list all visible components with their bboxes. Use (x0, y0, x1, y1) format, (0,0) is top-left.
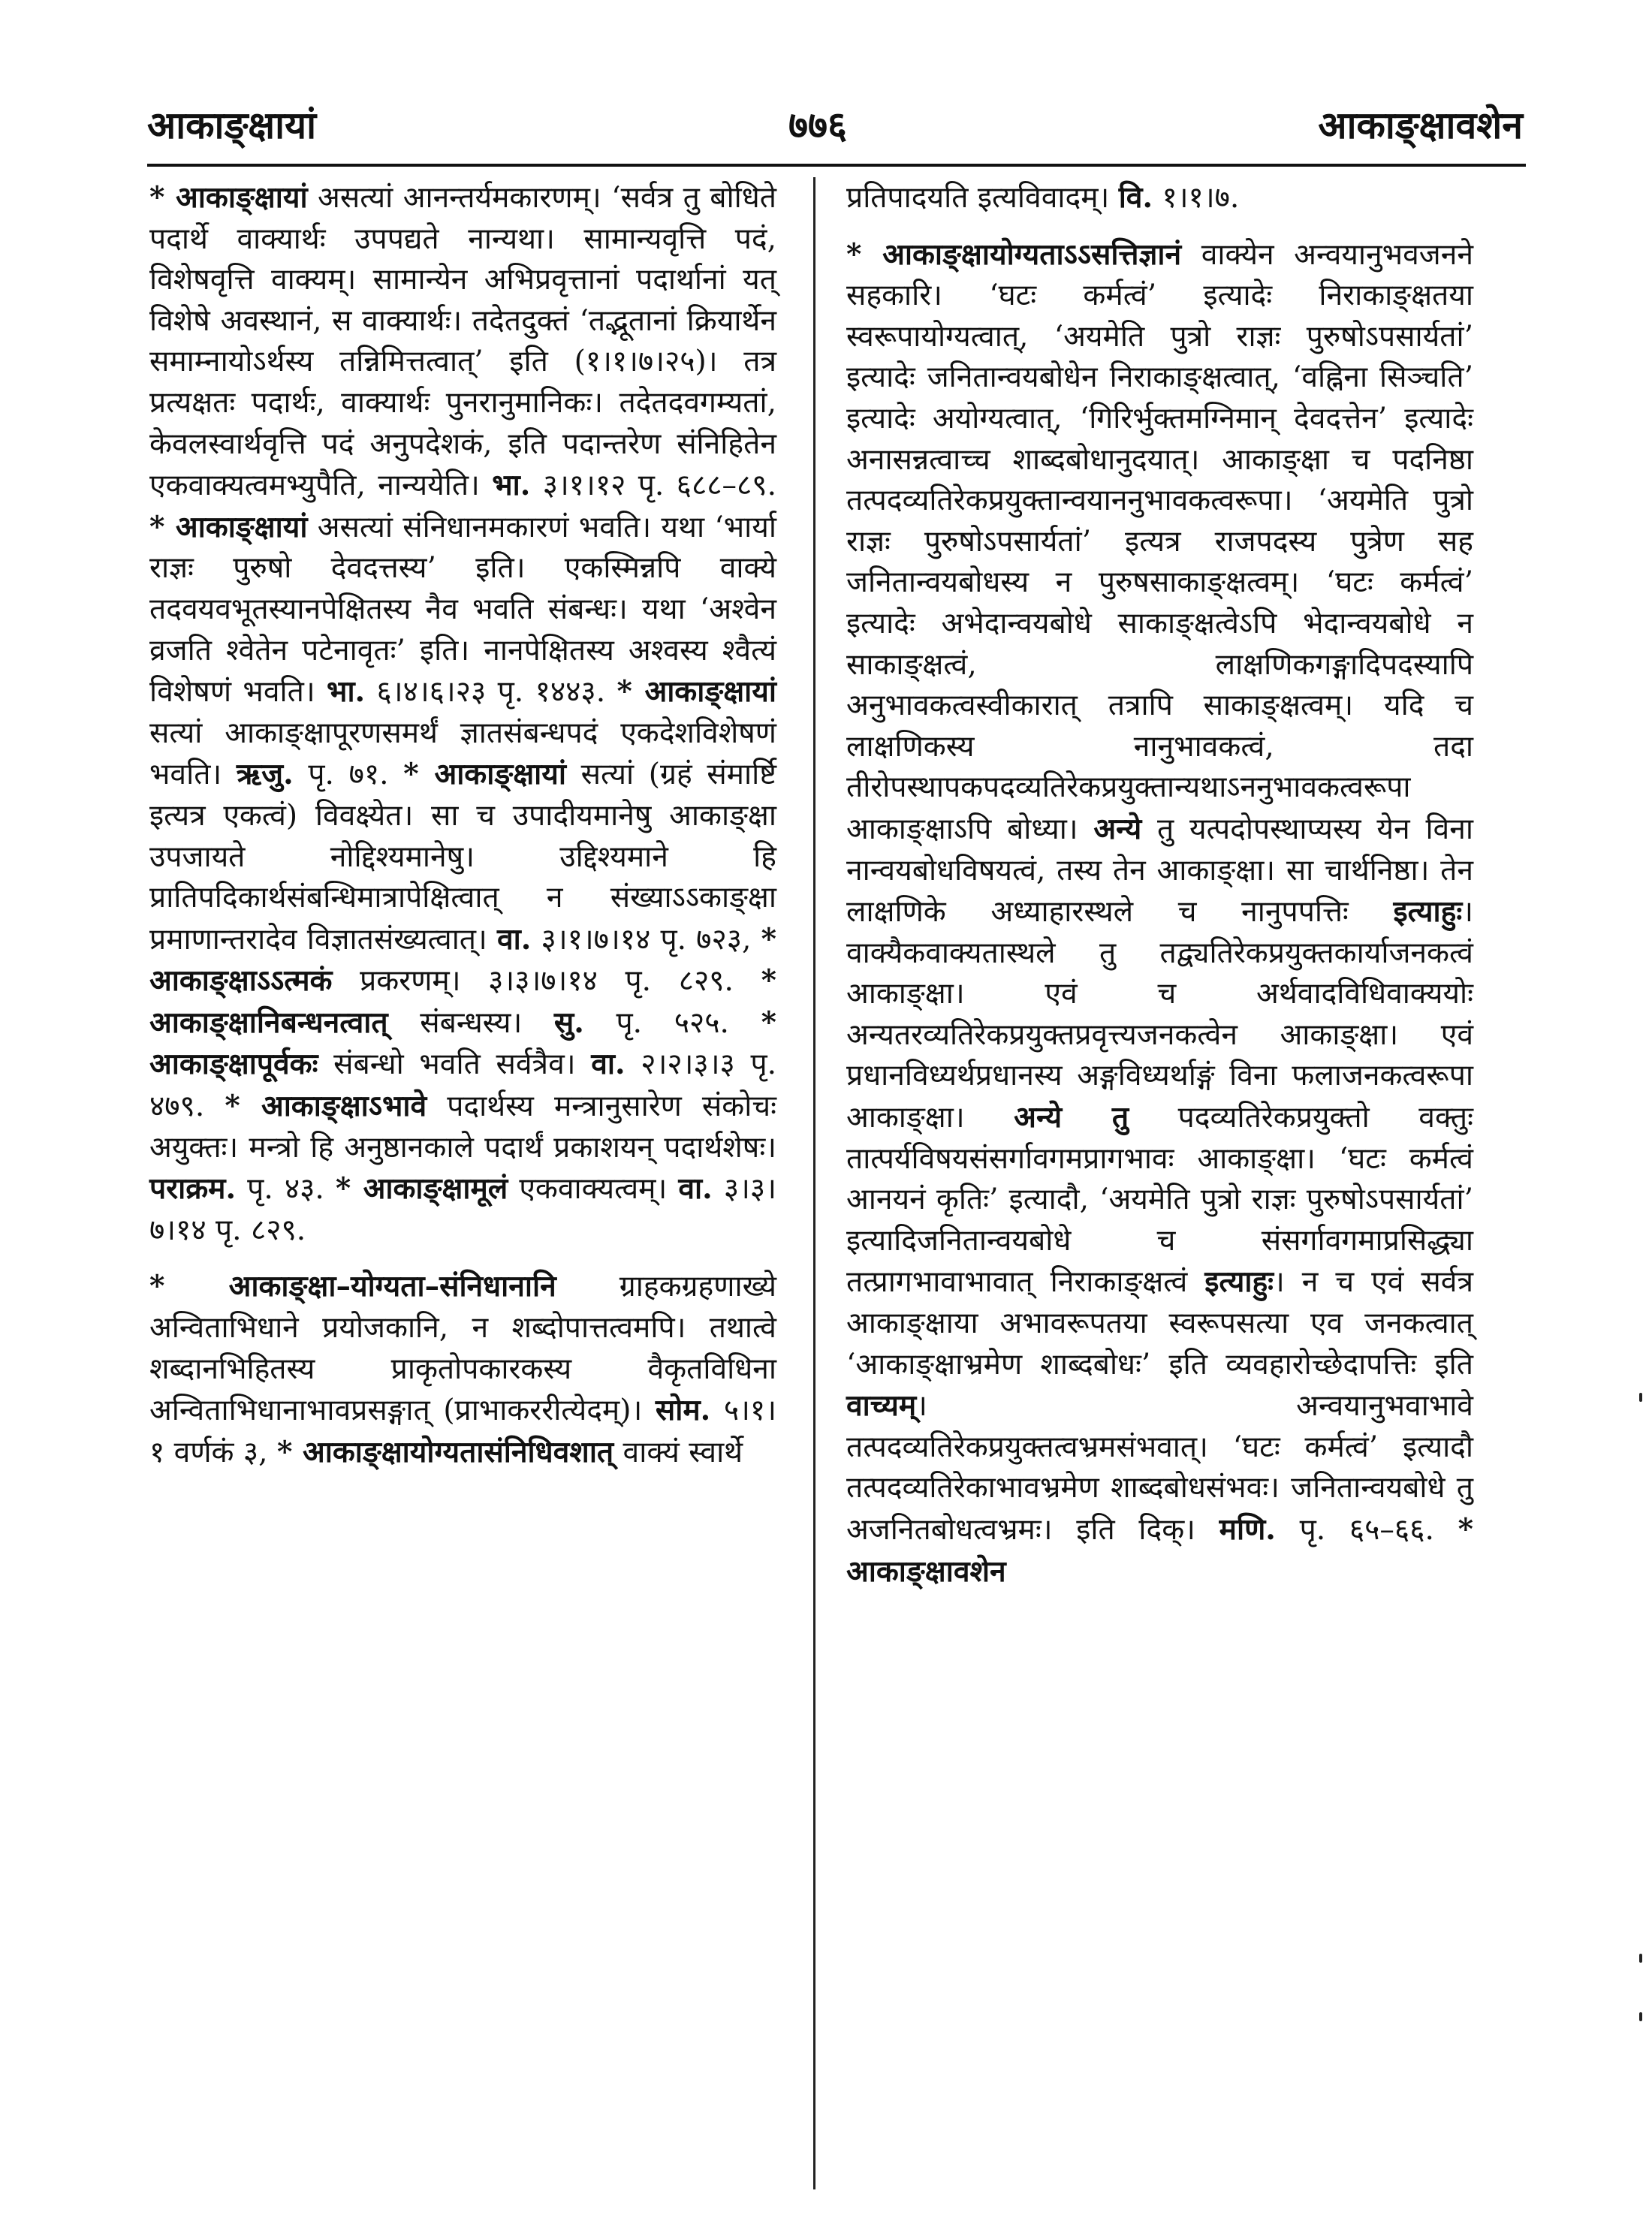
entry-star-marker: * (761, 963, 776, 999)
bold-term: आकाङ्क्षाऽभावे (261, 1089, 427, 1124)
text-run: ३।३।७।१४ पृ. ८२९. (149, 1172, 776, 1247)
text-run: प्रकरणम्। ३।३।७।१४ पृ. ८२९. (332, 964, 761, 999)
entry-star-marker: * (225, 1089, 261, 1124)
bold-term: आकाङ्क्षाऽऽत्मकं (149, 963, 333, 999)
text-run: प्रतिपादयति इत्यविवादम्। (846, 181, 1119, 215)
bold-term: अन्ये (1093, 811, 1142, 846)
bold-term: आकाङ्क्षायां (175, 509, 308, 544)
header-left-guide-word: आकाङ्क्षायां (147, 103, 317, 147)
right-column-paragraph (846, 234, 1473, 1593)
bold-term: पराक्रम. (149, 1171, 237, 1207)
bold-term: वा. (591, 1047, 626, 1082)
bold-term: आकाङ्क्षायोग्यताऽऽसत्तिज्ञानं (882, 237, 1182, 272)
bold-term: आकाङ्क्षापूर्वकः (149, 1047, 318, 1082)
bold-term: आकाङ्क्षायोग्यतासंनिधिवशात् (302, 1434, 614, 1469)
entry-star-marker: * (761, 1005, 776, 1040)
bold-term: इत्याहुः (1393, 894, 1463, 930)
text-run: । अन्वयानुभवाभावे तत्पदव्यतिरेकप्रयुक्तत्वभ्रमसंभवात्। ‘घटः कर्मत्वं’ इत्यादौ तत्पदव्यतिरेकाभावभ्रमेण शाब्दबोधसंभवः। जनितान्वयबोधे तु अजनितबोधत्वभ्रमः। इति दिक्। (846, 1389, 1473, 1547)
entry-star-marker: * (846, 237, 883, 272)
bold-term: आकाङ्क्षानिबन्धनत्वात् (149, 1005, 388, 1040)
entry-star-marker: * (149, 1269, 229, 1304)
text-run: असत्यां संनिधानमकारणं भवति। यथा ‘भार्या राज्ञः पुरुषो देवदत्तस्य’ इति। एकस्मिन्नपि वाक्ये तदवयवभूतस्यानपेक्षितस्य नैव भवति संबन्धः। यथा ‘अश्वेन व्रजति श्वेतेन पटेनावृतः’ इति। नानपेक्षितस्य अश्वस्य श्वैत्यं विशेषणं भवति। (149, 510, 776, 710)
page-number: ७७६ (788, 103, 847, 147)
bold-term: वि. (1118, 180, 1153, 215)
entry-star-marker: * (1458, 1512, 1473, 1547)
entry-star-marker: * (403, 757, 435, 792)
text-run: वाक्येन अन्वयानुभवजनने सहकारि। ‘घटः कर्मत्वं’ इत्यादेः निराकाङ्क्षतया स्वरूपायोग्यत्वात्, ‘अयमेति पुत्रो राज्ञः पुरुषोऽपसार्यतां’ इत्यादेः जनितान्वयबोधेन निराकाङ्क्षत्वात्, ‘वह्निना सिञ्चति’ इत्यादेः अयोग्यत्वात्, ‘गिरिर्भुक्तमग्निमान् देवदत्तेन’ इत्यादेः अनासन्नत्वाच्च शाब्दबोधानुदयात्। आकाङ्क्षा च पदनिष्ठा तत्पदव्यतिरेकप्रयुक्तान्वयाननुभावकत्वरूपा। ‘अयमेति पुत्रो राज्ञः पुरुषोऽपसार्यतां’ इत्यत्र राजपदस्य पुत्रेण सह जनितान्वयबोधस्य न पुरुषसाकाङ्क्षत्वम्। ‘घटः कर्मत्वं’ इत्यादेः अभेदान्वयबोधे साकाङ्क्षत्वेऽपि भेदान्वयबोधे न साकाङ्क्षत्वं, लाक्षणिकगङ्गादिपदस्यापि अनुभावकत्वस्वीकारात् तत्रापि साकाङ्क्षत्वम्। यदि च लाक्षणिकस्य नानुभावकत्वं, तदा तीरोपस्थापकपदव्यतिरेकप्रयुक्तान्यथाऽननुभावकत्वरूपा आकाङ्क्षाऽपि बोध्या। (846, 237, 1473, 846)
text-run: । न च एवं सर्वत्र आकाङ्क्षाया अभावरूपतया स्वरूपसत्या एव जनकत्वात् ‘आकाङ्क्षाभ्रमेण शाब्दबोधः’ इति व्यवहारोच्छेदापत्तिः इति (846, 1265, 1473, 1382)
text-run: पदार्थस्य मन्त्रानुसारेण संकोचः अयुक्तः। मन्त्रो हि अनुष्ठानकाले पदार्थं प्रकाशयन् पदार्थशेषः। (149, 1089, 776, 1165)
bold-term: आकाङ्क्षायां (434, 757, 566, 792)
bold-term: भा. (492, 468, 531, 503)
margin-mark (1639, 1393, 1642, 1402)
entry-star-marker: * (761, 921, 776, 957)
text-run: पृ. ४३. (236, 1172, 336, 1207)
text-run: पृ. ७१. (293, 758, 404, 792)
header-rule (147, 164, 1526, 167)
bold-term: आकाङ्क्षायां (176, 180, 308, 215)
bold-term: आकाङ्क्षामूलं (363, 1171, 508, 1207)
bold-term: भा. (327, 674, 366, 710)
bold-term: वा. (497, 921, 532, 957)
text-run: ३।१।१२ पृ. ६८८–८९. (530, 469, 776, 503)
entry-star-marker: * (149, 509, 176, 544)
text-run: संबन्धस्य। (387, 1005, 554, 1040)
right-column (846, 177, 1473, 1593)
right-column-paragraph (846, 177, 1473, 219)
text-run: वाक्यं स्वार्थे (613, 1435, 743, 1469)
column-divider (813, 177, 815, 2189)
text-run: असत्यां आनन्तर्यमकारणम्। ‘सर्वत्र तु बोधिते पदार्थे वाक्यार्थः उपपद्यते नान्यथा। सामान्यवृत्ति पदं, विशेषवृत्ति वाक्यम्। सामान्येन अभिप्रवृत्तानां पदार्थानां यत् विशेषे अवस्थानं, स वाक्यार्थः। तदेतदुक्तं ‘तद्भूतानां क्रियार्थेन समाम्नायोऽर्थस्य तन्निमित्तत्वात्’ इति (१।१।७।२५)। तत्र प्रत्यक्षतः पदार्थः, वाक्यार्थः पुनरानुमानिकः। तदेतदवगम्यतां, केवलस्वार्थवृत्ति पदं अनुपदेशकं, इति पदान्तरेण संनिहितेन एकवाक्यत्वमभ्युपैति, नान्ययेति। (149, 181, 776, 503)
bold-term: आकाङ्क्षावशेन (846, 1553, 1006, 1589)
bold-term: सु. (553, 1005, 584, 1040)
text-run: ३।१।७।१४ पृ. ७२३, (531, 922, 761, 957)
bold-term: मणि. (1219, 1512, 1276, 1547)
entry-star-marker: * (335, 1171, 363, 1207)
text-run: ६।४।६।२३ पृ. १४४३. (365, 675, 617, 710)
bold-term: आकाङ्क्षा–योग्यता–संनिधानानि (228, 1269, 556, 1304)
bold-term: आकाङ्क्षायां (644, 674, 776, 710)
left-column-paragraph (149, 1266, 776, 1473)
text-run: पृ. ५२५. (583, 1005, 761, 1040)
text-run: एकवाक्यत्वम्। (508, 1172, 679, 1207)
bold-term: ऋजु. (236, 757, 294, 792)
text-run: १।१।७. (1153, 181, 1240, 215)
bold-term: अन्ये तु (1014, 1100, 1129, 1135)
entry-star-marker: * (616, 674, 645, 710)
bold-term: वा. (678, 1171, 713, 1207)
text-run: । वाक्यैकवाक्यतास्थले तु तद्व्यतिरेकप्रयुक्तकार्याजनकत्वं आकाङ्क्षा। एवं च अर्थवादविधिवाक्ययोः अन्यतरव्यतिरेकप्रयुक्तप्रवृत्त्यजनकत्वेन आकाङ्क्षा। एवं प्रधानविध्यर्थप्रधानस्य अङ्गविध्यर्थाङ्गं विना फलाजनकत्वरूपा आकाङ्क्षा। (846, 895, 1473, 1135)
header-right-guide-word: आकाङ्क्षावशेन (1318, 103, 1523, 147)
entry-star-marker: * (149, 180, 176, 215)
bold-term: वाच्यम् (846, 1388, 917, 1424)
text-run: २।२।३।३ पृ. ४७९. (149, 1047, 776, 1124)
entry-star-marker: * (276, 1434, 303, 1469)
text-run: ५।१।१ वर्णकं ३, (149, 1394, 776, 1469)
text-run: संबन्धो भवति सर्वत्रैव। (318, 1047, 592, 1082)
margin-mark (1639, 2012, 1642, 2021)
left-column-paragraph (149, 177, 776, 1251)
text-run: पृ. ६५–६६. (1275, 1513, 1458, 1547)
left-column (149, 177, 776, 1473)
text-run: पदव्यतिरेकप्रयुक्तो वक्तुः तात्पर्यविषयसंसर्गावगमप्रागभावः आकाङ्क्षा। ‘घटः कर्मत्वं आनयनं कृतिः’ इत्यादौ, ‘अयमेति पुत्रो राज्ञः पुरुषोऽपसार्यतां’ इत्यादिजनितान्वयबोधे च संसर्गावगमाप्रसिद्ध्या तत्प्रागभावाभावात् निराकाङ्क्षत्वं (846, 1101, 1474, 1300)
text-run: सत्यां आकाङ्क्षापूरणसमर्थं ज्ञातसंबन्धपदं एकदेशविशेषणं भवति। (149, 716, 776, 792)
page-header (0, 75, 1652, 158)
text-run: ग्राहकग्रहणाख्ये अन्विताभिधाने प्रयोजकानि, न शब्दोपात्तत्वमपि। तथात्वे शब्दानभिहितस्य प्राकृतोपकारकस्य वैकृतविधिना अन्विताभिधानाभावप्रसङ्गात् (प्राभाकररीत्येदम्)। (149, 1270, 776, 1428)
text-run: सत्यां (ग्रहं संमार्ष्टि इत्यत्र एकत्वं) विवक्ष्येत। सा च उपादीयमानेषु आकाङ्क्षा उपजायते नोद्दिश्यमानेषु। उद्दिश्यमाने हि प्रातिपदिकार्थसंबन्धिमात्रापेक्षित्वात् न संख्याऽऽकाङ्क्षा प्रमाणान्तरादेव विज्ञातसंख्यत्वात्। (149, 758, 776, 957)
bold-term: इत्याहुः (1204, 1264, 1274, 1300)
bold-term: सोम. (655, 1393, 711, 1428)
text-run: तु यत्पदोपस्थाप्यस्य येन विना नान्वयबोधविषयत्वं, तस्य तेन आकाङ्क्षा। सा चार्थनिष्ठा। तेन लाक्षणिके अध्याहारस्थले च नानुपपत्तिः (846, 812, 1473, 930)
margin-mark (1639, 1954, 1642, 1963)
